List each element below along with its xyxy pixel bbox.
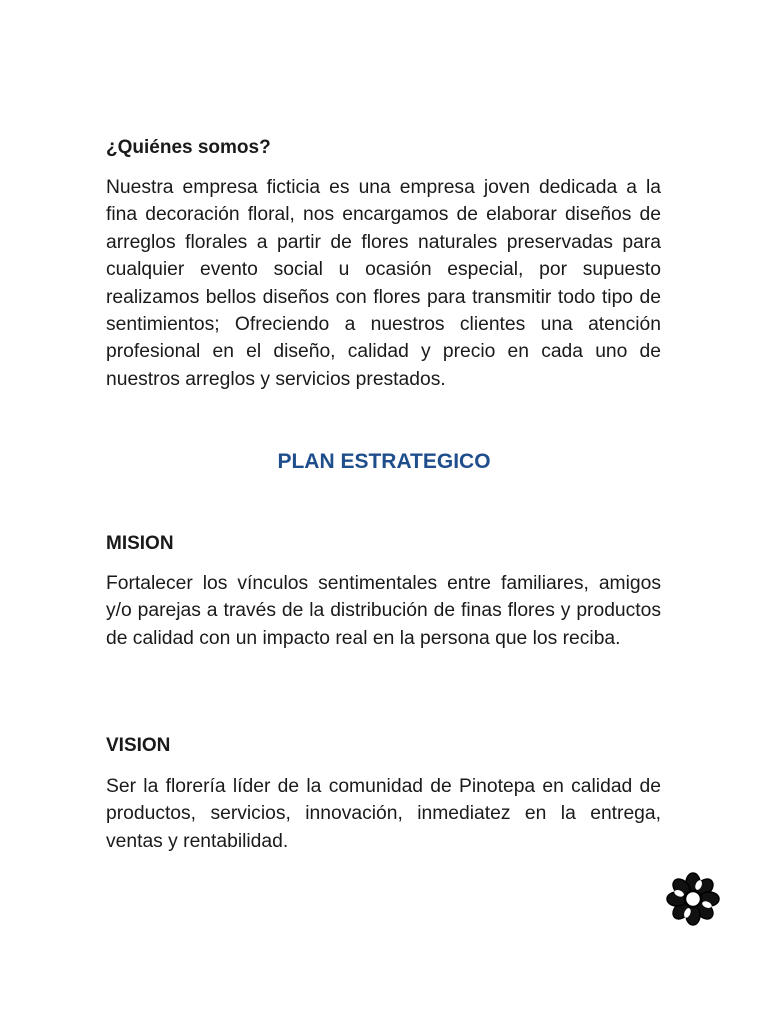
vision-paragraph: Ser la florería líder de la comunidad de Pinotepa en calidad de productos, servicios, innovación, inmediatez en la entrega, ventas y rentabilidad. (106, 776, 661, 852)
vision-heading: VISION (106, 735, 171, 756)
mision-heading: MISION (106, 533, 174, 554)
about-paragraph: Nuestra empresa ficticia es una empresa joven dedicada a la fina decoración floral, nos encargamos de elaborar diseños de arreglos florales a partir de flores naturales preservadas para cualquier evento social u ocasión especial, por supuesto realizamos bellos diseños con flores para transmitir todo tipo de sentimientos; Ofreciendo a nuestros clientes una atención profesional en el diseño, calidad y precio en cada uno de nuestros arreglos y servicios prestados. (106, 177, 661, 390)
about-heading: ¿Quiénes somos? (106, 137, 271, 158)
plan-title: PLAN ESTRATEGICO (277, 450, 491, 473)
mision-paragraph: Fortalecer los vínculos sentimentales entre familiares, amigos y/o parejas a través de la distribución de finas flores y productos de calidad con un impacto real en la persona que los reciba. (106, 573, 661, 649)
flower-icon (666, 872, 720, 926)
